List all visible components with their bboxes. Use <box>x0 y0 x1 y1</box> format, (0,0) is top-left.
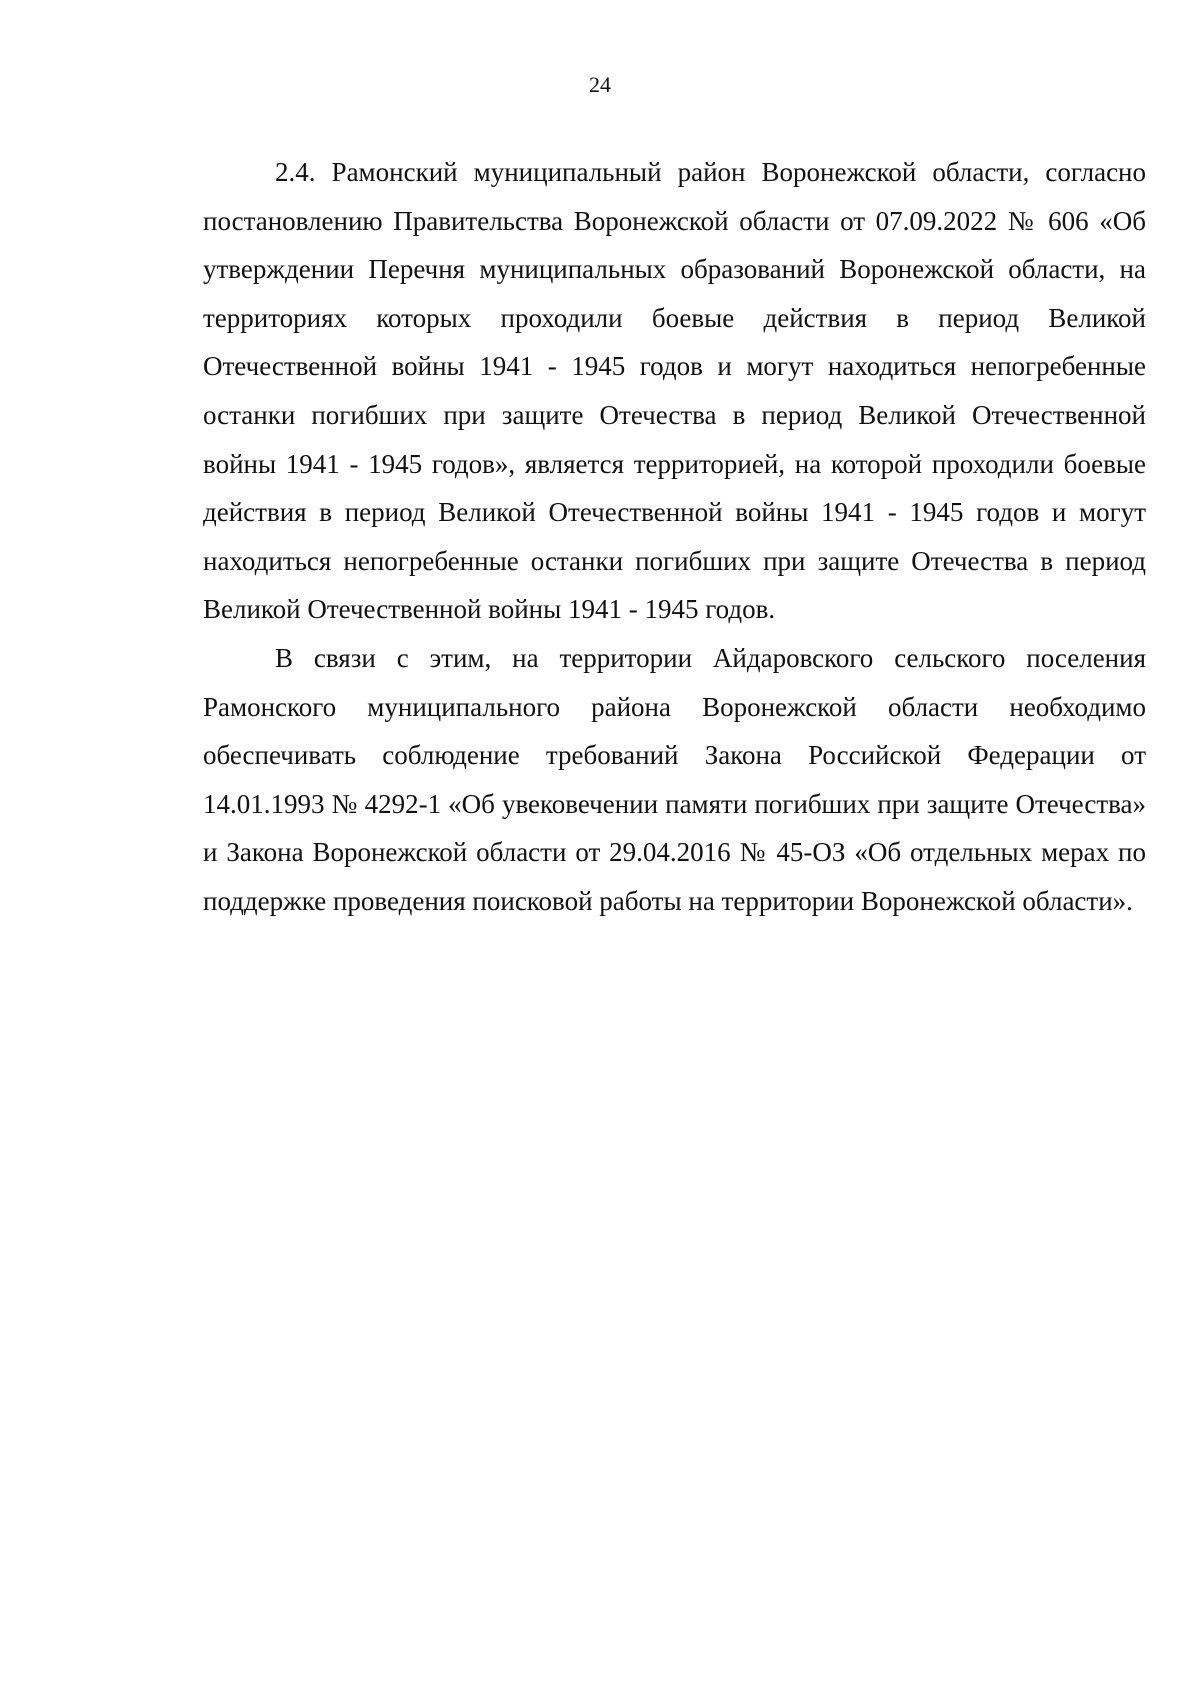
page-number: 24 <box>589 72 611 97</box>
document-body <box>203 148 1146 926</box>
paragraph-2-4: 2.4. Рамонский муниципальный район Воронежской области, согласно постановлению Правительства Воронежской области от 07.09.2022 № 606 «Об утверждении Перечня муниципальных образований Воронежской области, на территориях которых проходили боевые действия в период Великой Отечественной войны 1941 - 1945 годов и могут находиться непогребенные останки погибших при защите Отечества в период Великой Отечественной войны 1941 - 1945 годов», является территорией, на которой проходили боевые действия в период Великой Отечественной войны 1941 - 1945 годов и могут находиться непогребенные останки погибших при защите Отечества в период Великой Отечественной войны 1941 - 1945 годов. <box>203 157 1146 625</box>
paragraph-requirements: В связи с этим, на территории Айдаровского сельского поселения Рамонского муниципального района Воронежской области необходимо обеспечивать соблюдение требований Закона Российской Федерации от 14.01.1993 № 4292-1 «Об увековечении памяти погибших при защите Отечества» и Закона Воронежской области от 29.04.2016 № 45-ОЗ «Об отдельных мерах по поддержке проведения поисковой работы на территории Воронежской области». <box>203 642 1146 916</box>
